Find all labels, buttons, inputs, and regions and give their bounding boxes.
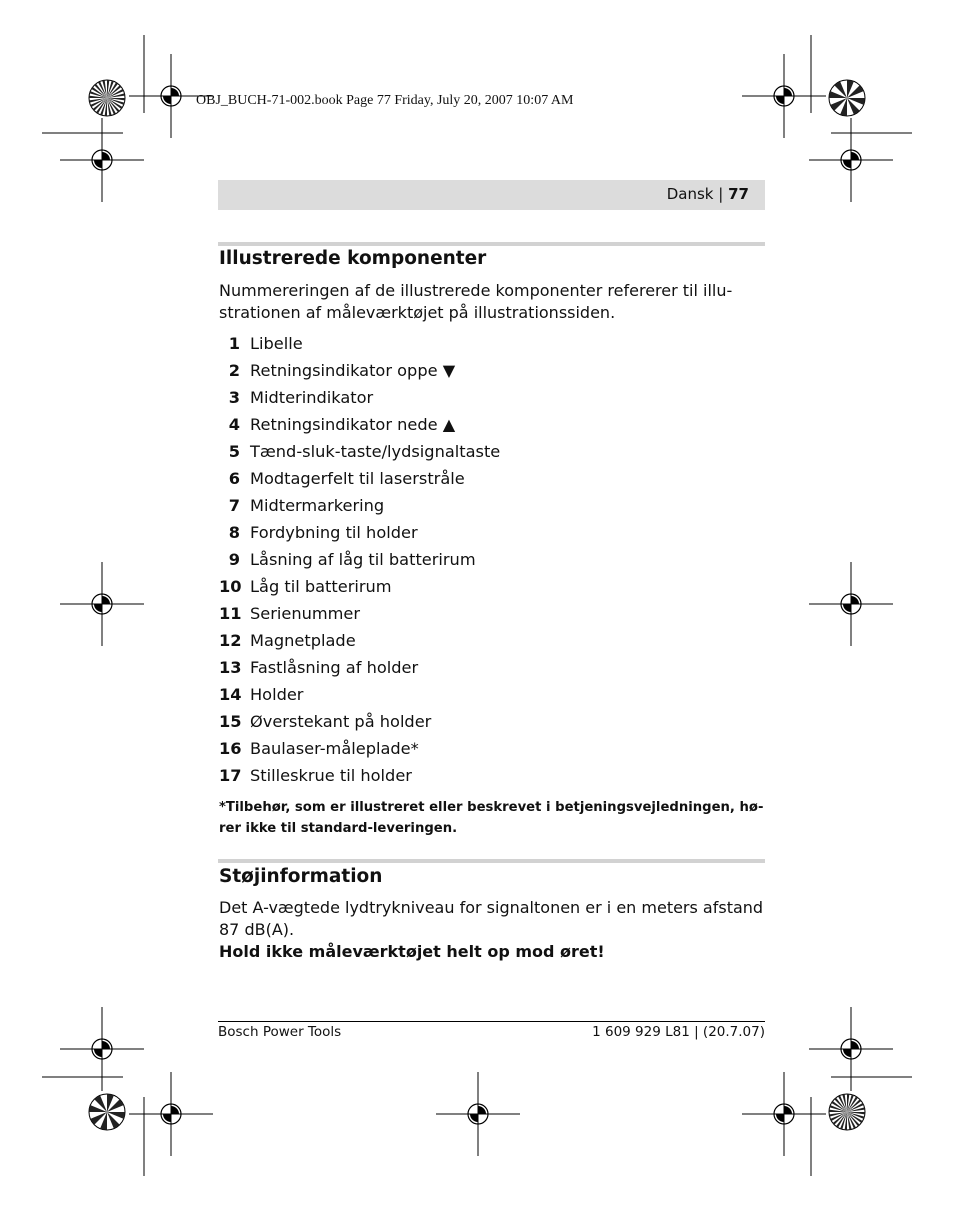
item-number: 5 [228, 442, 240, 461]
item-number: 4 [228, 415, 240, 434]
list-item [219, 711, 759, 738]
item-label: Retningsindikator nede ▲ [250, 415, 456, 434]
footer-publisher: Bosch Power Tools [218, 1024, 342, 1040]
item-label: Fastlåsning af holder [250, 658, 419, 677]
item-label: Libelle [250, 334, 303, 353]
item-number: 12 [219, 631, 242, 650]
registration-mark [809, 562, 893, 646]
item-label: Øverstekant på holder [250, 712, 432, 731]
registration-mark [60, 562, 144, 646]
list-item [219, 630, 759, 657]
item-label: Magnetplade [250, 631, 356, 650]
registration-mark [60, 1007, 144, 1091]
item-number: 15 [219, 712, 242, 731]
noise-warning: Hold ikke måleværktøjet helt op mod øret! [219, 942, 605, 961]
item-label: Midtermarkering [250, 496, 385, 515]
item-label: Modtagerfelt til laserstråle [250, 469, 465, 488]
list-item [219, 765, 759, 792]
item-label: Holder [250, 685, 304, 704]
footer-rule [218, 1021, 765, 1022]
component-list [219, 333, 759, 792]
item-number: 2 [228, 361, 240, 380]
header-separator: | [718, 185, 724, 203]
item-number: 16 [219, 739, 242, 758]
list-item [219, 360, 759, 387]
item-label: Tænd-sluk-taste/lydsignaltaste [250, 442, 501, 461]
item-number: 9 [228, 550, 240, 569]
list-item [219, 684, 759, 711]
item-number: 10 [219, 577, 242, 596]
list-item [219, 441, 759, 468]
section-rule [218, 859, 765, 863]
item-number: 11 [219, 604, 242, 623]
item-label: Låsning af låg til batterirum [250, 550, 476, 569]
item-label: Låg til batterirum [250, 577, 392, 596]
item-label: Fordybning til holder [250, 523, 418, 542]
footnote [219, 797, 766, 839]
language-label: Dansk [666, 185, 714, 203]
section-heading-components: Illustrerede komponenter [219, 248, 487, 269]
list-item [219, 576, 759, 603]
list-item [219, 549, 759, 576]
registration-mark [60, 118, 144, 202]
item-label: Retningsindikator oppe ▼ [250, 361, 456, 380]
item-number: 8 [228, 523, 240, 542]
page-header-band [218, 180, 765, 210]
registration-mark [129, 1072, 213, 1156]
list-item [219, 603, 759, 630]
item-number: 17 [219, 766, 242, 785]
print-header: OBJ_BUCH-71-002.book Page 77 Friday, July 20, 2007 10:07 AM [196, 93, 574, 108]
noise-line: 87 dB(A). [219, 920, 295, 939]
item-number: 6 [228, 469, 240, 488]
noise-paragraph [219, 897, 766, 963]
star-target [829, 1094, 865, 1130]
item-number: 1 [228, 334, 240, 353]
item-label: Baulaser-måleplade* [250, 739, 419, 758]
item-number: 3 [228, 388, 240, 407]
item-label: Stilleskrue til holder [250, 766, 412, 785]
item-label: Serienummer [250, 604, 361, 623]
registration-mark [809, 1007, 893, 1091]
list-item [219, 738, 759, 765]
section-heading-noise: Støjinformation [219, 866, 383, 887]
list-item [219, 414, 759, 441]
star-target [89, 1094, 125, 1130]
noise-line: Det A-vægtede lydtrykniveau for signaltonen er i en meters afstand [219, 898, 764, 917]
registration-mark [742, 1072, 826, 1156]
registration-mark [436, 1072, 520, 1156]
list-item [219, 387, 759, 414]
page-number: 77 [728, 185, 749, 203]
footer-doc-id: 1 609 929 L81 | (20.7.07) [592, 1024, 765, 1040]
item-label: Midterindikator [250, 388, 374, 407]
item-number: 13 [219, 658, 242, 677]
registration-mark [742, 54, 826, 138]
star-target [829, 80, 865, 116]
footnote-line: rer ikke til standard-leveringen. [219, 821, 458, 836]
list-item [219, 522, 759, 549]
intro-paragraph [219, 280, 766, 324]
item-number: 7 [228, 496, 240, 515]
list-item [219, 468, 759, 495]
intro-line: strationen af måleværktøjet på illustrationssiden. [219, 303, 616, 322]
registration-mark [809, 118, 893, 202]
section-rule [218, 242, 765, 246]
star-target [89, 80, 125, 116]
page-header-label [667, 185, 749, 203]
list-item [219, 495, 759, 522]
intro-line: Nummereringen af de illustrerede komponenter refererer til illu- [219, 281, 733, 300]
item-number: 14 [219, 685, 242, 704]
footnote-line: *Tilbehør, som er illustreret eller beskrevet i betjeningsvejledningen, hø- [219, 800, 764, 815]
list-item [219, 657, 759, 684]
list-item [219, 333, 759, 360]
